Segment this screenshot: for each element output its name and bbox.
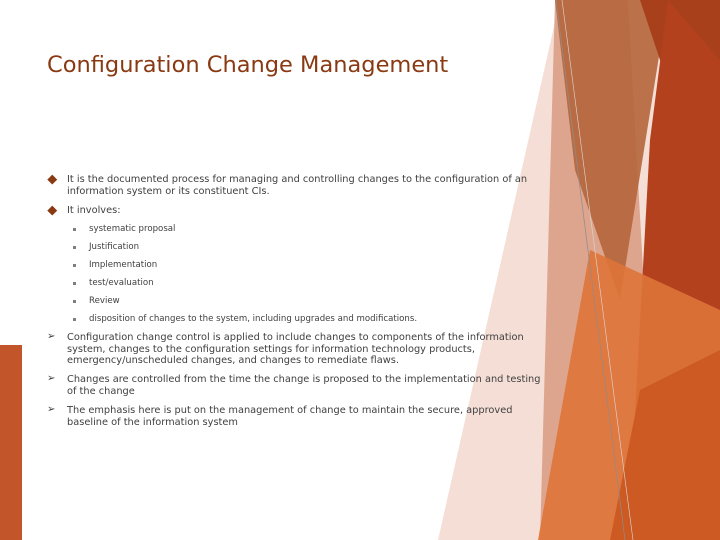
arrow-bullet-icon: ➢ bbox=[47, 331, 56, 342]
sub-item-text: Review bbox=[89, 296, 120, 306]
square-bullet-icon bbox=[73, 228, 76, 231]
sub-item bbox=[73, 278, 154, 289]
square-bullet-icon bbox=[73, 264, 76, 267]
square-bullet-icon bbox=[73, 318, 76, 321]
diamond-bullet-icon bbox=[47, 174, 67, 197]
bullet-text: It involves: bbox=[67, 205, 121, 216]
sub-item bbox=[73, 224, 175, 235]
arrow-bullet-icon: ➢ bbox=[47, 373, 56, 384]
bullet-involves bbox=[47, 205, 547, 217]
sub-item bbox=[73, 260, 157, 271]
arrow-bullet-emphasis bbox=[47, 405, 547, 428]
bullet-definition bbox=[47, 174, 547, 197]
left-accent-bar bbox=[0, 345, 22, 540]
sub-item bbox=[73, 314, 417, 325]
sub-item-text: test/evaluation bbox=[89, 278, 154, 288]
sub-item bbox=[73, 242, 139, 253]
bullet-text: Changes are controlled from the time the change is proposed to the implementation and testing of the change bbox=[67, 374, 541, 397]
bullet-text: It is the documented process for managing and controlling changes to the configuration of an information system or its constituent CIs. bbox=[67, 174, 528, 197]
sub-item-text: systematic proposal bbox=[89, 224, 176, 234]
sub-item-text: Justification bbox=[89, 242, 140, 252]
square-bullet-icon bbox=[73, 300, 76, 303]
square-bullet-icon bbox=[73, 282, 76, 285]
slide-title: Configuration Change Management bbox=[47, 52, 449, 78]
diamond-bullet-icon bbox=[47, 205, 67, 217]
square-bullet-icon bbox=[73, 246, 76, 249]
arrow-bullet-icon: ➢ bbox=[47, 404, 56, 415]
sub-item bbox=[73, 296, 120, 307]
arrow-bullet-change-control bbox=[47, 332, 547, 367]
bullet-text: The emphasis here is put on the management of change to maintain the secure, approved baseline of the information system bbox=[67, 405, 513, 428]
bullet-text: Configuration change control is applied to include changes to components of the information system, changes to the configuration settings for information technology products, emergency/unscheduled changes, and changes to remediate flaws. bbox=[67, 332, 524, 366]
sub-item-text: Implementation bbox=[89, 260, 158, 270]
sub-item-text: disposition of changes to the system, including upgrades and modifications. bbox=[89, 314, 418, 324]
arrow-bullet-controlled bbox=[47, 374, 547, 397]
